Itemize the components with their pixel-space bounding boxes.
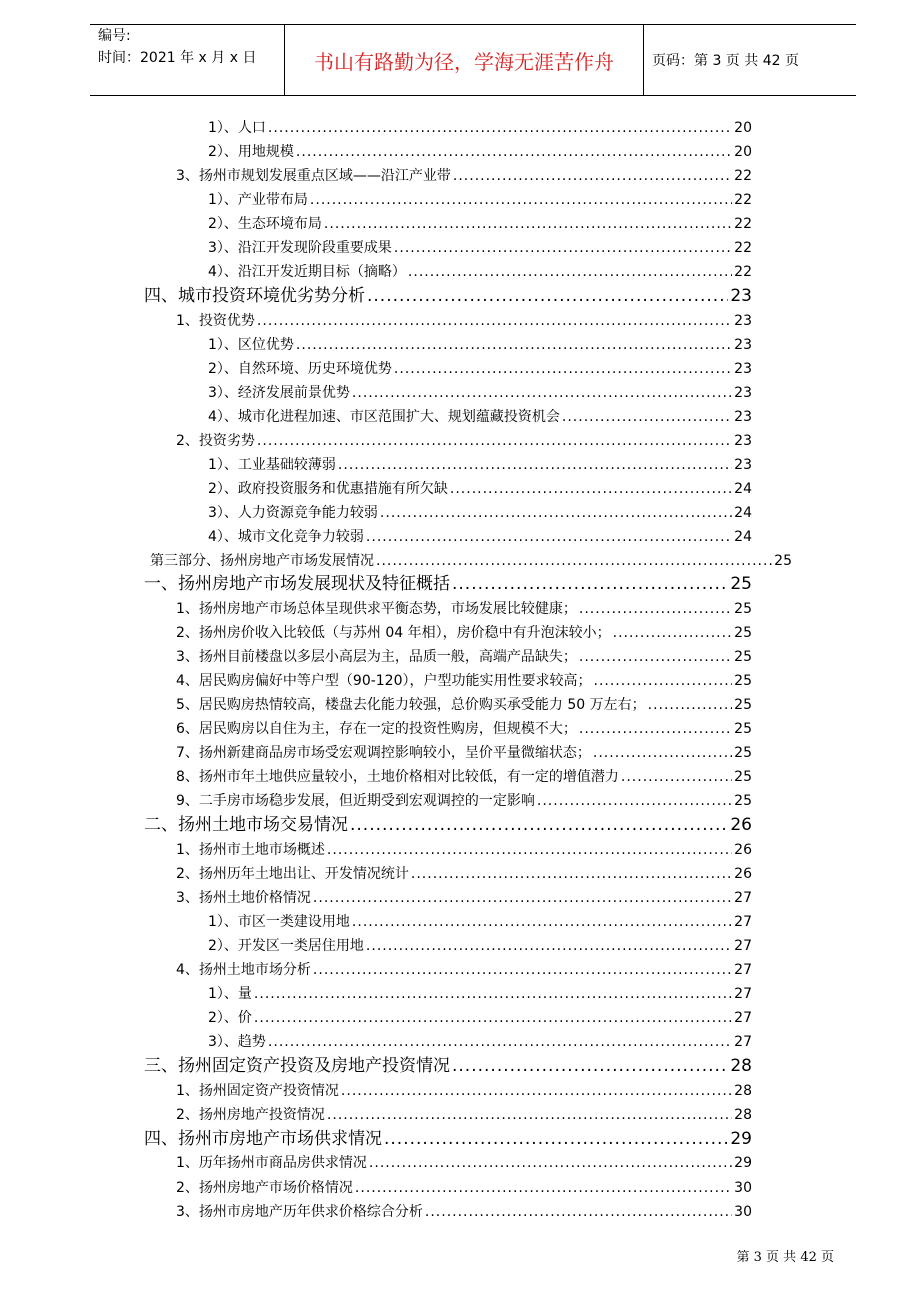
toc-entry-page: 23 — [730, 286, 752, 306]
toc-entry-page: 27 — [734, 986, 752, 1002]
toc-entry-title: 2）、用地规模 — [208, 144, 294, 160]
toc-leader — [648, 693, 733, 717]
toc-leader — [376, 549, 772, 573]
toc-leader — [579, 717, 732, 741]
toc-entry[interactable] — [144, 1127, 752, 1151]
toc-entry[interactable] — [208, 116, 752, 140]
toc-entry-title: 1、扬州固定资产投资情况 — [176, 1083, 339, 1099]
toc-entry-title: 3、扬州市房地产历年供求价格综合分析 — [176, 1204, 423, 1220]
toc-leader — [579, 597, 732, 621]
toc-leader — [380, 501, 732, 525]
toc-leader — [579, 645, 732, 669]
toc-leader — [453, 164, 732, 188]
toc-entry-page: 25 — [734, 769, 752, 785]
toc-entry[interactable] — [208, 982, 752, 1006]
toc-entry-title: 3）、经济发展前景优势 — [208, 385, 350, 401]
toc-entry[interactable] — [176, 862, 752, 886]
toc-entry-page: 23 — [734, 433, 752, 449]
toc-entry-title: 4）、城市文化竞争力较弱 — [208, 529, 364, 545]
toc-entry-page: 22 — [734, 216, 752, 232]
toc-leader — [355, 1176, 732, 1200]
toc-entry-title: 7、扬州新建商品房市场受宏观调控影响较小，呈价平量微缩状态； — [176, 745, 591, 761]
toc-entry-title: 2）、政府投资服务和优惠措施有所欠缺 — [208, 481, 448, 497]
toc-entry-page: 30 — [734, 1204, 752, 1220]
toc-entry-page: 23 — [734, 385, 752, 401]
toc-entry-page: 27 — [734, 1010, 752, 1026]
toc-entry-page: 25 — [774, 553, 792, 569]
toc-leader — [327, 838, 732, 862]
toc-leader — [350, 813, 728, 837]
toc-entry[interactable] — [176, 164, 752, 188]
toc-entry-page: 22 — [734, 192, 752, 208]
toc-entry-page: 25 — [730, 574, 752, 594]
toc-entry[interactable] — [208, 477, 752, 501]
toc-leader — [450, 477, 732, 501]
toc-entry-title: 3、扬州目前楼盘以多层小高层为主，品质一般，高端产品缺失； — [176, 649, 577, 665]
toc-entry-page: 28 — [734, 1107, 752, 1123]
toc-entry-page: 26 — [734, 842, 752, 858]
toc-entry-title: 1）、市区一类建设用地 — [208, 914, 350, 930]
toc-entry-title: 2、投资劣势 — [176, 433, 255, 449]
toc-leader — [268, 116, 732, 140]
toc-entry-page: 25 — [734, 697, 752, 713]
toc-entry-title: 2、扬州房地产市场价格情况 — [176, 1180, 353, 1196]
toc-entry-page: 25 — [734, 625, 752, 641]
toc-leader — [452, 1054, 728, 1078]
toc-entry[interactable] — [150, 549, 792, 573]
toc-entry-page: 20 — [734, 120, 752, 136]
toc-leader — [341, 1079, 732, 1103]
toc-entry-title: 2）、自然环境、历史环境优势 — [208, 361, 392, 377]
toc-entry-title: 2、扬州房地产投资情况 — [176, 1107, 325, 1123]
toc-entry-title: 9、二手房市场稳步发展，但近期受到宏观调控的一定影响 — [176, 793, 535, 809]
toc-leader — [257, 429, 732, 453]
toc-entry-title: 第三部分、扬州房地产市场发展情况 — [150, 553, 374, 569]
toc-entry-page: 20 — [734, 144, 752, 160]
toc-entry[interactable] — [144, 572, 752, 596]
toc-entry-title: 四、扬州市房地产市场供求情况 — [144, 1129, 382, 1149]
toc-entry-title: 1）、量 — [208, 986, 252, 1002]
toc-entry-title: 4、居民购房偏好中等户型（90-120），户型功能实用性要求较高； — [176, 673, 592, 689]
toc-leader — [296, 140, 732, 164]
toc-leader — [327, 1103, 732, 1127]
toc-leader — [352, 910, 732, 934]
toc-entry-page: 27 — [734, 1034, 752, 1050]
toc-entry[interactable] — [208, 188, 752, 212]
toc-entry[interactable] — [208, 140, 752, 164]
toc-entry-title: 4）、城市化进程加速、市区范围扩大、规划蕴藏投资机会 — [208, 409, 560, 425]
toc-entry[interactable] — [208, 501, 752, 525]
toc-entry[interactable] — [176, 669, 752, 693]
toc-entry-title: 1）、工业基础较薄弱 — [208, 457, 336, 473]
toc-entry[interactable] — [176, 693, 752, 717]
toc-entry[interactable] — [208, 1030, 752, 1054]
toc-entry[interactable] — [208, 405, 752, 429]
toc-entry-page: 26 — [734, 866, 752, 882]
toc-entry-title: 二、扬州土地市场交易情况 — [144, 815, 348, 835]
toc-leader — [366, 525, 732, 549]
toc-entry[interactable] — [176, 765, 752, 789]
toc-leader — [394, 357, 732, 381]
toc-entry-title: 5、居民购房热情较高，楼盘去化能力较强，总价购买承受能力 50 万左右； — [176, 697, 646, 713]
toc-entry[interactable] — [176, 838, 752, 862]
toc-leader — [352, 381, 732, 405]
toc-entry[interactable] — [176, 1079, 752, 1103]
toc-entry-title: 1）、区位优势 — [208, 337, 294, 353]
toc-entry[interactable] — [208, 357, 752, 381]
toc-entry-title: 4、扬州土地市场分析 — [176, 962, 311, 978]
toc-entry[interactable] — [176, 1176, 752, 1200]
toc-entry-page: 27 — [734, 914, 752, 930]
toc-entry[interactable] — [208, 934, 752, 958]
toc-entry-title: 3）、沿江开发现阶段重要成果 — [208, 240, 392, 256]
toc-entry-page: 27 — [734, 962, 752, 978]
toc-entry[interactable] — [176, 1200, 752, 1224]
toc-entry[interactable] — [208, 236, 752, 260]
toc-entry[interactable] — [208, 260, 752, 284]
toc-entry-page: 27 — [734, 890, 752, 906]
toc-entry-title: 8、扬州市年土地供应量较小，土地价格相对比较低，有一定的增值潜力 — [176, 769, 619, 785]
toc-leader — [537, 789, 732, 813]
toc-entry[interactable] — [176, 597, 752, 621]
toc-entry-page: 23 — [734, 337, 752, 353]
toc-leader — [562, 405, 732, 429]
toc-entry-title: 一、扬州房地产市场发展现状及特征概括 — [144, 574, 450, 594]
toc-entry-title: 三、扬州固定资产投资及房地产投资情况 — [144, 1056, 450, 1076]
toc-entry-title: 2、扬州历年土地出让、开发情况统计 — [176, 866, 409, 882]
toc-entry-page: 27 — [734, 938, 752, 954]
toc-entry-title: 2、扬州房价收入比较低（与苏州 04 年相），房价稳中有升泡沫较小； — [176, 625, 611, 641]
toc-entry[interactable] — [208, 212, 752, 236]
toc-leader — [324, 212, 732, 236]
header-motto: 书山有路勤为径，学海无涯苦作舟 — [284, 25, 644, 95]
toc-entry-title: 3）、趋势 — [208, 1034, 266, 1050]
toc-entry-page: 24 — [734, 529, 752, 545]
toc-entry[interactable] — [176, 886, 752, 910]
toc-leader — [411, 862, 732, 886]
toc-entry-title: 3、扬州土地价格情况 — [176, 890, 311, 906]
toc-entry-page: 25 — [734, 673, 752, 689]
toc-leader — [310, 188, 732, 212]
toc-leader — [367, 284, 728, 308]
toc-leader — [369, 1151, 732, 1175]
toc-entry-page: 28 — [730, 1056, 752, 1076]
toc-entry-title: 四、城市投资环境优劣势分析 — [144, 286, 365, 306]
toc-entry[interactable] — [144, 813, 752, 837]
toc-entry-title: 3、扬州市规划发展重点区域——沿江产业带 — [176, 168, 451, 184]
toc-entry[interactable] — [176, 621, 752, 645]
toc-entry[interactable] — [176, 429, 752, 453]
toc-leader — [313, 886, 732, 910]
toc-entry-title: 1、扬州房地产市场总体呈现供求平衡态势，市场发展比较健康； — [176, 601, 577, 617]
toc-entry-page: 28 — [734, 1083, 752, 1099]
toc-leader — [394, 236, 732, 260]
toc-entry-title: 4）、沿江开发近期目标（摘略） — [208, 264, 406, 280]
page-footer: 第 3 页 共 42 页 — [736, 1250, 834, 1265]
toc-entry[interactable] — [208, 333, 752, 357]
toc-entry-page: 23 — [734, 361, 752, 377]
toc-leader — [621, 765, 732, 789]
toc-entry-page: 24 — [734, 481, 752, 497]
toc-entry[interactable] — [208, 1006, 752, 1030]
toc-entry-title: 1、历年扬州市商品房供求情况 — [176, 1155, 367, 1171]
header-meta — [98, 25, 278, 69]
toc-entry-page: 23 — [734, 457, 752, 473]
toc-entry-page: 29 — [730, 1129, 752, 1149]
toc-leader — [408, 260, 732, 284]
toc-entry-title: 1、扬州市土地市场概述 — [176, 842, 325, 858]
toc-entry-page: 25 — [734, 649, 752, 665]
toc-entry-title: 2）、生态环境布局 — [208, 216, 322, 232]
toc-entry[interactable] — [176, 309, 752, 333]
toc-leader — [268, 1030, 732, 1054]
toc-entry-page: 29 — [734, 1155, 752, 1171]
toc-leader — [296, 333, 732, 357]
toc-entry[interactable] — [208, 525, 752, 549]
toc-leader — [254, 1006, 732, 1030]
toc-leader — [366, 934, 732, 958]
toc-entry[interactable] — [144, 284, 752, 308]
toc-leader — [313, 958, 732, 982]
toc-entry[interactable] — [176, 645, 752, 669]
toc-entry[interactable] — [176, 1103, 752, 1127]
toc-entry-page: 22 — [734, 240, 752, 256]
toc-entry[interactable] — [176, 1151, 752, 1175]
toc-leader — [425, 1200, 732, 1224]
toc-entry-page: 26 — [730, 815, 752, 835]
toc-entry-title: 1、投资优势 — [176, 313, 255, 329]
toc-entry[interactable] — [208, 453, 752, 477]
toc-entry-page: 24 — [734, 505, 752, 521]
toc-leader — [254, 982, 732, 1006]
toc-entry-title: 2）、价 — [208, 1010, 252, 1026]
toc-entry[interactable] — [176, 958, 752, 982]
toc-entry-title: 1）、产业带布局 — [208, 192, 308, 208]
toc-leader — [613, 621, 733, 645]
toc-entry[interactable] — [176, 741, 752, 765]
toc-leader — [384, 1127, 728, 1151]
toc-entry[interactable] — [144, 1054, 752, 1078]
toc-entry-page: 25 — [734, 601, 752, 617]
toc-entry-page: 25 — [734, 793, 752, 809]
toc-entry[interactable] — [208, 381, 752, 405]
toc-entry-page: 25 — [734, 745, 752, 761]
toc-entry[interactable] — [176, 789, 752, 813]
toc-entry-page: 30 — [734, 1180, 752, 1196]
document-number-label: 编号: — [98, 28, 131, 44]
toc-entry[interactable] — [208, 910, 752, 934]
toc-entry-title: 1）、人口 — [208, 120, 266, 136]
document-time-label: 时间：2021 年 x 月 x 日 — [98, 50, 257, 66]
toc-leader — [593, 741, 732, 765]
toc-entry-page: 22 — [734, 168, 752, 184]
toc-entry-page: 23 — [734, 313, 752, 329]
toc-leader — [257, 309, 732, 333]
toc-entry-title: 3）、人力资源竞争能力较弱 — [208, 505, 378, 521]
page-header — [90, 24, 856, 96]
toc-entry-title: 2）、开发区一类居住用地 — [208, 938, 364, 954]
toc-leader — [452, 572, 728, 596]
toc-entry[interactable] — [176, 717, 752, 741]
toc-leader — [594, 669, 733, 693]
toc-entry-title: 6、居民购房以自住为主，存在一定的投资性购房，但规模不大； — [176, 721, 577, 737]
toc-entry-page: 25 — [734, 721, 752, 737]
toc-entry-page: 23 — [734, 409, 752, 425]
header-page-label: 页码：第 3 页 共 42 页 — [652, 53, 799, 69]
toc-entry-page: 22 — [734, 264, 752, 280]
toc-leader — [338, 453, 732, 477]
